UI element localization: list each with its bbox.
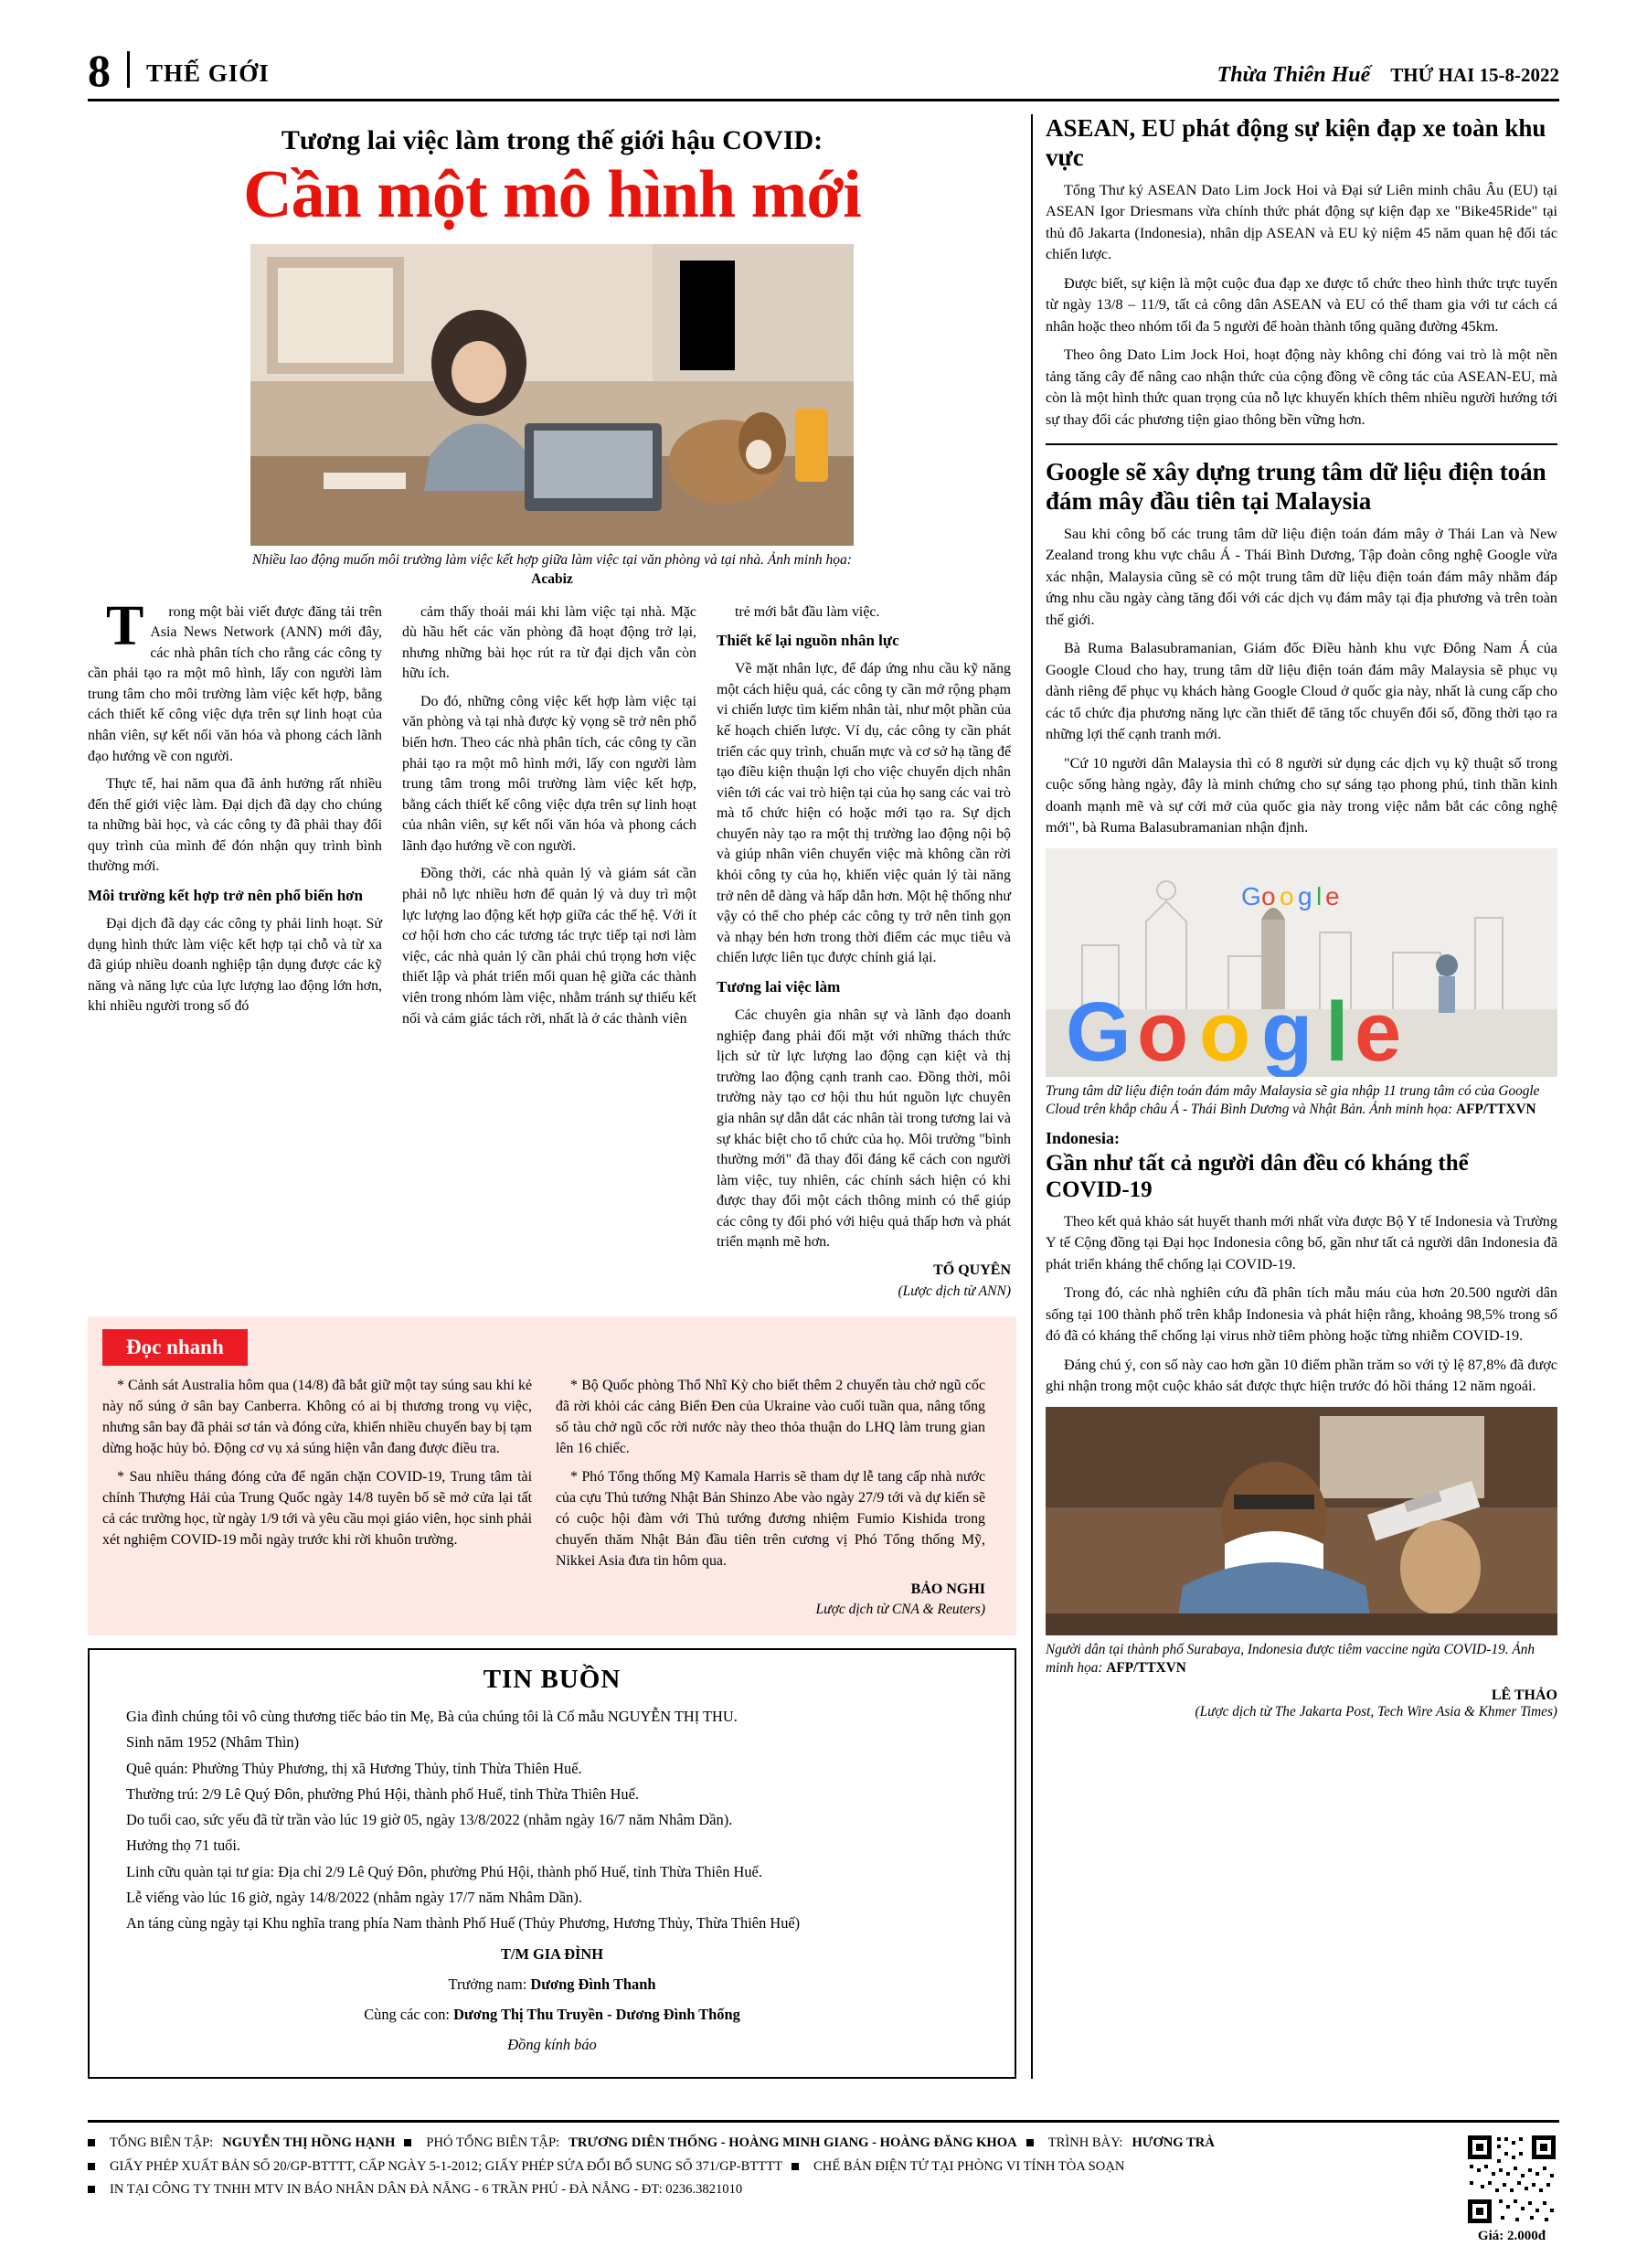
paragraph: Đại dịch đã dạy các công ty phải linh hoạt. Sử dụng hình thức làm việc kết hợp tại chỗ và từ xa đã giúp nhiều doanh nghiệp tận dụng được các kỹ năng và năng lực của lực lượng lao động lớn hơn, khi nhiều người trong số đó xyxy=(88,916,382,1015)
quick-read-byline-source: Lược dịch từ CNA & Reuters) xyxy=(815,1602,985,1618)
left-column xyxy=(88,114,1031,2079)
obituary-line: Sinh năm 1952 (Nhâm Thìn) xyxy=(126,1733,300,1752)
lead-caption-credit: Acabiz xyxy=(531,570,573,587)
prepress-text: CHẾ BẢN ĐIỆN TỬ TẠI PHÒNG VI TÍNH TÒA SOẠN xyxy=(813,2158,1125,2174)
license-text: GIẤY PHÉP XUẤT BẢN SỐ 20/GP-BTTTT, CẤP NGÀY 5-1-2012; GIẤY PHÉP SỬA ĐỔI BỔ SUNG SỐ 371/GP-BTTTT xyxy=(110,2158,783,2174)
vaccine-photo-illustration xyxy=(1046,1407,1557,1635)
paragraph: Trong đó, các nhà nghiên cứu đã phân tích mẫu máu của hơn 20.500 người dân sống tại 100 thành phố trên khắp Indonesia và phát hiện rằng, khoảng 98,5% trong số đó đã có kháng thể chống lại virus nhờ tiêm phòng hoặc từng nhiễm COVID-19. xyxy=(1046,1284,1557,1345)
lead-photo-illustration xyxy=(250,244,854,546)
issue-date: THỨ HAI 15-8-2022 xyxy=(1390,64,1559,86)
obituary-line: Hưởng thọ 71 tuổi. xyxy=(126,1837,241,1855)
obituary-title: TIN BUỒN xyxy=(483,1664,622,1694)
google-caption-credit: AFP/TTXVN xyxy=(1456,1102,1536,1118)
right-article-3-label: Indonesia: xyxy=(1046,1128,1121,1147)
svg-text:o: o xyxy=(1199,985,1251,1077)
paragraph: Các chuyên gia nhân sự và lãnh đạo doanh nghiệp đang phải đối mặt với những thách thức lịch sử từ lực lượng lao động cạn kiệt và thị trường lao động cạnh tranh cao. Đồng thời, môi trường này tạo cơ hội thu hút nguồn lực chuyên gia nhân sự dẫn dắt các nhân tài trong tương lai và sự khác biệt cho tổ chức của họ. Môi trường "bình thường mới" đã thay đổi đáng kể cách con người làm việc, tuy nhiên, các chính sách hiện có khi được thay đổi một cách thông minh có thể giúp các công ty đổi phó với hiệu quả thấp hơn và phát triển mạnh mẽ hơn. xyxy=(717,1007,1011,1251)
paragraph: Bà Ruma Balasubramanian, Giám đốc Điều hành khu vực Đông Nam Á của Google Cloud cho hay, trung tâm dữ liệu điện toán đám mây Malaysia sẽ phục vụ dành riêng để phục vụ khách hàng Google Cloud ở quốc gia này, nhất là cung cấp cho các tổ chức địa phương năng lực cần thiết để tăng tốc chuyển đổi số, đồng thời tạo ra những lợi thế cạnh tranh mới. xyxy=(1046,640,1557,743)
right-article-byline-source: (Lược dịch từ The Jakarta Post, Tech Wire Asia & Khmer Times) xyxy=(1195,1703,1557,1720)
obituary-line: Thường trú: 2/9 Lê Quý Đôn, phường Phú Hội, thành phố Huế, tỉnh Thừa Thiên Huế. xyxy=(126,1784,639,1803)
footer-bullet xyxy=(1026,2132,1039,2156)
layout-name: HƯƠNG TRÀ xyxy=(1132,2135,1215,2150)
paper-name: Thừa Thiên Huế xyxy=(1217,63,1371,87)
vaccine-caption-credit: AFP/TTXVN xyxy=(1106,1660,1186,1677)
svg-text:l: l xyxy=(1316,881,1323,910)
right-article-3-headline: Gần như tất cả người dân đều có kháng thể COVID-19 xyxy=(1046,1150,1469,1203)
footer-bullet xyxy=(792,2156,804,2179)
article-byline-source: (Lược dịch từ ANN) xyxy=(898,1283,1011,1299)
quick-read-item: * Bộ Quốc phòng Thổ Nhĩ Kỳ cho biết thêm 2 chuyến tàu chở ngũ cốc đã rời khỏi các cảng Biển Đen của Ukraine vào cuối tuần qua, nâng tổng số tàu chở ngũ cốc rời nước này theo thỏa thuận do LHQ làm trung gian lên 16 chiếc. xyxy=(556,1377,985,1456)
lead-caption-text: Nhiều lao động muốn môi trường làm việc kết hợp giữa làm việc tại văn phòng và tại nhà. Ảnh minh họa: xyxy=(252,551,852,568)
page-number: 8 xyxy=(88,45,111,96)
quick-read-item: * Cảnh sát Australia hôm qua (14/8) đã bắt giữ một tay súng sau khi kẻ này nổ súng ở sân bay Canberra. Không có ai bị thương trong vụ việc, nhưng sân bay đã phải sơ tán và đóng cửa, khiến nhiều chuyến bay bị tạm dừng hoặc hủy bỏ. Động cơ vụ xả súng hiện vẫn đang được điều tra. xyxy=(102,1377,532,1456)
obituary-son-label: Trưởng nam: xyxy=(448,1975,527,1993)
right-article-byline: LÊ THẢO xyxy=(1491,1687,1557,1703)
vaccine-caption-text: Người dân tại thành phố Surabaya, Indonesia được tiêm vaccine ngừa COVID-19. Ảnh minh họa: xyxy=(1046,1641,1535,1677)
paragraph: Trong một bài viết được đăng tải trên Asia News Network (ANN) mới đây, các nhà phân tích cho rằng các công ty cần phải tạo ra một mô hình, lấy con người làm trung tâm cho môi trường làm việc kết hợp, bằng cách thiết kế công việc dựa trên sự linh hoạt của nhân viên, sự kết nối văn hóa và phong cách lãnh đạo hướng về con người. xyxy=(88,594,382,764)
obituary-family-label: T/M GIA ĐÌNH xyxy=(500,1944,603,1963)
obituary-son-name: Dương Đình Thanh xyxy=(530,1975,656,1993)
obituary-line: An táng cùng ngày tại Khu nghĩa trang phía Nam thành Phố Huế (Thủy Phương, Hương Thủy, Thừa Thiên Huế) xyxy=(126,1914,801,1933)
section-divider xyxy=(1046,443,1557,445)
svg-text:g: g xyxy=(1298,881,1312,910)
right-article-2-headline: Google sẽ xây dựng trung tâm dữ liệu điện toán đám mây đầu tiên tại Malaysia xyxy=(1046,458,1546,515)
lead-photo-caption xyxy=(250,551,854,590)
article-kicker: Tương lai việc làm trong thế giới hậu COVID: xyxy=(281,125,824,155)
obituary-children-label: Cùng các con: xyxy=(364,2006,450,2024)
paragraph: Đáng chú ý, con số này cao hơn gần 10 điểm phần trăm so với tỷ lệ 87,8% đã được ghi nhận trong một cuộc khảo sát được thực hiện trước đó hồi tháng 12 năm ngoái. xyxy=(1046,1356,1557,1395)
obituary-line: Lễ viếng vào lúc 16 giờ, ngày 14/8/2022 (nhằm ngày 17/7 năm Nhâm Dần). xyxy=(126,1888,582,1906)
obituary-notice xyxy=(88,1648,1016,2079)
paragraph: Do đó, những công việc kết hợp làm việc tại văn phòng và tại nhà được kỳ vọng sẽ trở nên phổ biến hơn. Theo các nhà phân tích, các công ty cần phải tạo ra một mô hình mới, lấy con người làm trung tâm trong môi trường làm việc kết hợp, bằng cách thiết kế công việc dựa trên sự linh hoạt của nhân viên, sự kết nối văn hóa và phong cách lãnh đạo hướng về con người. xyxy=(402,693,696,854)
footer-right xyxy=(1464,2132,1559,2244)
svg-text:g: g xyxy=(1261,985,1313,1077)
right-article-3-body xyxy=(1046,1211,1557,1398)
price-label: Giá: 2.000đ xyxy=(1477,2229,1546,2243)
subheading: Tương lai việc làm xyxy=(717,977,841,996)
paragraph: Thực tế, hai năm qua đã ảnh hưởng rất nhiều đến thế giới việc làm. Đại dịch đã dạy cho chúng ta những bài học, và các công ty đã phải thay đổi quy trình của mình để đón nhận quy trình bình thường mới. xyxy=(88,776,382,875)
google-photo-illustration xyxy=(1046,848,1557,1077)
footer-line-1 xyxy=(88,2132,1215,2156)
paragraph: cảm thấy thoải mái khi làm việc tại nhà. Mặc dù hầu hết các văn phòng đã hoạt động trở lại, nhưng những bài học rút ra từ đại dịch vẫn còn hữu ích. xyxy=(402,603,696,682)
lead-figure xyxy=(250,244,854,590)
obituary-line: Do tuổi cao, sức yếu đã từ trần vào lúc 19 giờ 05, ngày 13/8/2022 (nhằm ngày 16/7 năm Nhâm Dần). xyxy=(126,1811,733,1829)
article-byline: TỐ QUYÊN xyxy=(933,1262,1011,1278)
vaccine-photo-caption xyxy=(1046,1641,1557,1678)
article-headline: Cần một mô hình mới xyxy=(243,157,861,232)
footer-credits xyxy=(88,2132,1215,2202)
svg-text:G: G xyxy=(1241,881,1261,910)
editor-in-chief-label: TỔNG BIÊN TẬP: xyxy=(110,2135,214,2150)
obituary-line: Quê quán: Phường Thủy Phương, thị xã Hương Thủy, tỉnh Thừa Thiên Huế. xyxy=(126,1759,582,1777)
svg-text:o: o xyxy=(1261,881,1276,910)
qr-code-image xyxy=(1464,2132,1559,2227)
article-columns xyxy=(88,594,1016,1302)
masthead-divider xyxy=(127,51,130,88)
obituary-closing: Đồng kính báo xyxy=(507,2036,597,2054)
article-column-2 xyxy=(402,602,696,1302)
paragraph: trẻ mới bắt đầu làm việc. xyxy=(735,603,880,620)
footer-bullet xyxy=(88,2132,101,2156)
svg-text:e: e xyxy=(1355,985,1402,1077)
paragraph: Theo kết quả khảo sát huyết thanh mới nhất vừa được Bộ Y tế Indonesia và Trường Y tế Cộng đồng tại Đại học Indonesia công bố, gần như tất cả người dân Indonesia đã phát triển kháng thể chống lại COVID-19. xyxy=(1046,1212,1557,1272)
google-caption-text: Trung tâm dữ liệu điện toán đám mây Malaysia sẽ gia nhập 11 trung tâm có của Google Cloud trên khắp châu Á - Thái Bình Dương và Nhật Bản. Ảnh minh họa: xyxy=(1046,1082,1540,1118)
lead-photo xyxy=(250,244,854,546)
page-body xyxy=(88,114,1559,2079)
right-column xyxy=(1046,114,1557,2079)
footer-bullet xyxy=(88,2178,101,2202)
section-title: THẾ GIỚI xyxy=(146,59,270,87)
masthead-right xyxy=(1217,63,1559,88)
editor-in-chief-name: NGUYỄN THỊ HỒNG HẠNH xyxy=(222,2135,396,2150)
quick-read-column-2 xyxy=(556,1375,985,1621)
subheading: Thiết kế lại nguồn nhân lực xyxy=(717,632,899,650)
deputy-editor-label: PHÓ TỔNG BIÊN TẬP: xyxy=(426,2135,560,2150)
svg-text:e: e xyxy=(1325,881,1340,910)
quick-read-byline: BẢO NGHI xyxy=(910,1581,985,1598)
obituary-children-names: Dương Thị Thu Truyền - Dương Đình Thống xyxy=(453,2006,740,2024)
deputy-editor-names: TRƯƠNG DIÊN THỐNG - HOÀNG MINH GIANG - HOÀNG ĐĂNG KHOA xyxy=(568,2135,1017,2150)
right-article-1-body xyxy=(1046,180,1557,431)
google-datacenter-photo xyxy=(1046,848,1557,1077)
masthead-left xyxy=(88,45,270,96)
svg-text:o: o xyxy=(1137,985,1189,1077)
article-column-1 xyxy=(88,594,382,1302)
page-footer xyxy=(88,2120,1559,2244)
obituary-signature-children xyxy=(110,2004,994,2025)
footer-line-3 xyxy=(88,2178,1215,2202)
article-column-3 xyxy=(717,602,1011,1302)
right-article-1-headline: ASEAN, EU phát động sự kiện đạp xe toàn khu vực xyxy=(1046,114,1546,171)
obituary-line: Linh cữu quàn tại tư gia: Địa chỉ 2/9 Lê Quý Đôn, phường Phú Hội, thành phố Huế, tỉnh Thừa Thiên Huế. xyxy=(126,1862,762,1880)
google-photo-caption xyxy=(1046,1082,1557,1120)
quick-read-box xyxy=(88,1316,1016,1635)
quick-read-columns xyxy=(102,1375,1002,1621)
footer-line-2 xyxy=(88,2156,1215,2179)
qr-code[interactable] xyxy=(1464,2132,1559,2227)
layout-label: TRÌNH BÀY: xyxy=(1047,2135,1123,2150)
column-rule xyxy=(1031,114,1033,2079)
quick-read-item: * Phó Tổng thống Mỹ Kamala Harris sẽ tham dự lễ tang cấp nhà nước của cựu Thủ tướng Nhật Bản Shinzo Abe vào ngày 27/9 tới và dự kiến sẽ có cuộc hội đàm với Thủ tướng đương nhiệm Fumio Kishida trong chuyến thăm Nhật Bản đầu tiên trên cương vị Phó Tổng thống Mỹ, Nikkei Asia đưa tin hôm qua. xyxy=(556,1468,985,1570)
paragraph: Đồng thời, các nhà quản lý và giám sát cần phải nỗ lực nhiều hơn để quản lý và duy trì một lực lượng lao động kết hợp giữa các thế hệ. Với ít cơ hội hơn cho các tương tác trực tiếp tại nơi làm việc, các nhà quản lý cần phải chú trọng hơn việc thiết lập và phát triển mối quan hệ giữa các thành viên trong nhóm làm việc, nhằm tránh sự thiếu kết nối và cảm giác tách rời, nhất là ở các thành viên xyxy=(402,866,696,1027)
right-article-2-body xyxy=(1046,524,1557,839)
svg-text:G: G xyxy=(1066,985,1132,1077)
paragraph: Về mặt nhân lực, để đáp ứng nhu cầu kỹ năng một cách hiệu quả, các công ty cần mở rộng phạm vi chiến lược tìm kiếm nhân tài, như một phần của kế hoạch chiến lược. Ví dụ, các công ty cần phát triển các quy trình, chuẩn mực và cơ sở hạ tầng để tạo điều kiện thuận lợi cho việc chuyển dịch nhân viên tới các vai trò hiện tại của họ sang các vai trò mà tổ chức hiện có hoặc mới tạo ra. Sự dịch chuyển này tạo ra một thị trường lao động nội bộ và giúp nhân viên chuyển việc mà không cần rời khỏi công ty của họ, khiến việc quản lý tài năng trở nên dễ dàng và hấp dẫn hơn. Một hệ thống như vậy có thể cho phép các công ty trở nên tinh gọn và nhạy bén hơn trong thời điểm các mục tiêu và chiến lược liên tục được chỉnh giá lại. xyxy=(717,661,1011,966)
quick-read-item: * Sau nhiều tháng đóng cửa để ngăn chặn COVID-19, Trung tâm tài chính Thượng Hải của Trung Quốc ngày 14/8 tuyên bố sẽ mở cửa lại tất cả các trường học, từ ngày 1/9 tới và yêu cầu mọi giáo viên, học sinh phải xét nghiệm COVID-19 mỗi ngày trước khi rời khuôn trường. xyxy=(102,1468,533,1549)
paragraph: Theo ông Dato Lim Jock Hoi, hoạt động này không chỉ đóng vai trò là một nền tảng tăng cây để nâng cao nhận thức của cộng đồng về công tác của ASEAN-EU, mà còn là một hình thức quan trọng của nỗ lực khuyến khích thêm nhiều người hướng tới sự thay đổi các phương tiện giao thông bền vững hơn. xyxy=(1046,346,1557,428)
obituary-signature-family xyxy=(110,1943,994,1965)
vaccine-photo xyxy=(1046,1407,1557,1635)
masthead xyxy=(88,33,1559,101)
subheading: Môi trường kết hợp trở nên phổ biến hơn xyxy=(88,887,364,905)
quick-read-tag: Đọc nhanh xyxy=(102,1329,248,1366)
paragraph: "Cứ 10 người dân Malaysia thì có 8 người sử dụng các dịch vụ kỹ thuật số trong cuộc sống hàng ngày, đây là minh chứng cho sự sáng tạo phong phú, tinh thần kinh doanh mạnh mẽ và sự cởi mở của quốc gia này trong việc nắm bắt các công nghệ mới", bà Ruma Balasubramanian nhận định. xyxy=(1046,754,1557,836)
obituary-signature-son xyxy=(110,1974,994,1995)
footer-bullet xyxy=(404,2132,417,2156)
quick-read-column-1 xyxy=(102,1375,532,1621)
obituary-line: Gia đình chúng tôi vô cùng thương tiếc báo tin Mẹ, Bà của chúng tôi là Cố mẫu NGUYỄN THỊ THU. xyxy=(126,1707,738,1725)
printer-text: IN TẠI CÔNG TY TNHH MTV IN BÁO NHÂN DÂN ĐÀ NẴNG - 6 TRẦN PHÚ - ĐÀ NẴNG - ĐT: 0236.3821010 xyxy=(110,2182,743,2198)
paragraph: Tổng Thư ký ASEAN Dato Lim Jock Hoi và Đại sứ Liên minh châu Âu (EU) tại ASEAN Igor Driesmans vừa chính thức phát động sự kiện đạp xe "Bike45Ride" tại thủ đô Jakarta (Indonesia), nhân dịp ASEAN và EU kỷ niệm 45 năm quan hệ đối tác chiến lược. xyxy=(1046,181,1557,263)
footer-bullet xyxy=(88,2156,101,2179)
paragraph: Được biết, sự kiện là một cuộc đua đạp xe được tổ chức theo hình thức trực tuyến từ ngày 13/8 – 11/9, tất cả công dân ASEAN và EU có thể tham gia với tư cách cá nhân hoặc theo nhóm tối đa 5 người để hoàn thành tổng quãng đường 45km. xyxy=(1046,274,1557,335)
svg-text:l: l xyxy=(1325,985,1349,1077)
paragraph: Sau khi công bố các trung tâm dữ liệu điện toán đám mây ở Thái Lan và New Zealand trong khu vực châu Á - Thái Bình Dương, Tập đoàn công nghệ Google vừa xác nhận, Malaysia cũng sẽ có một trung tâm dữ liệu điện toán đám mây nhằm đáp ứng nhu cầu ngày càng tăng đối với các dịch vụ đám mây tại địa phương và trên toàn thế giới. xyxy=(1046,525,1557,628)
svg-text:o: o xyxy=(1280,881,1294,910)
